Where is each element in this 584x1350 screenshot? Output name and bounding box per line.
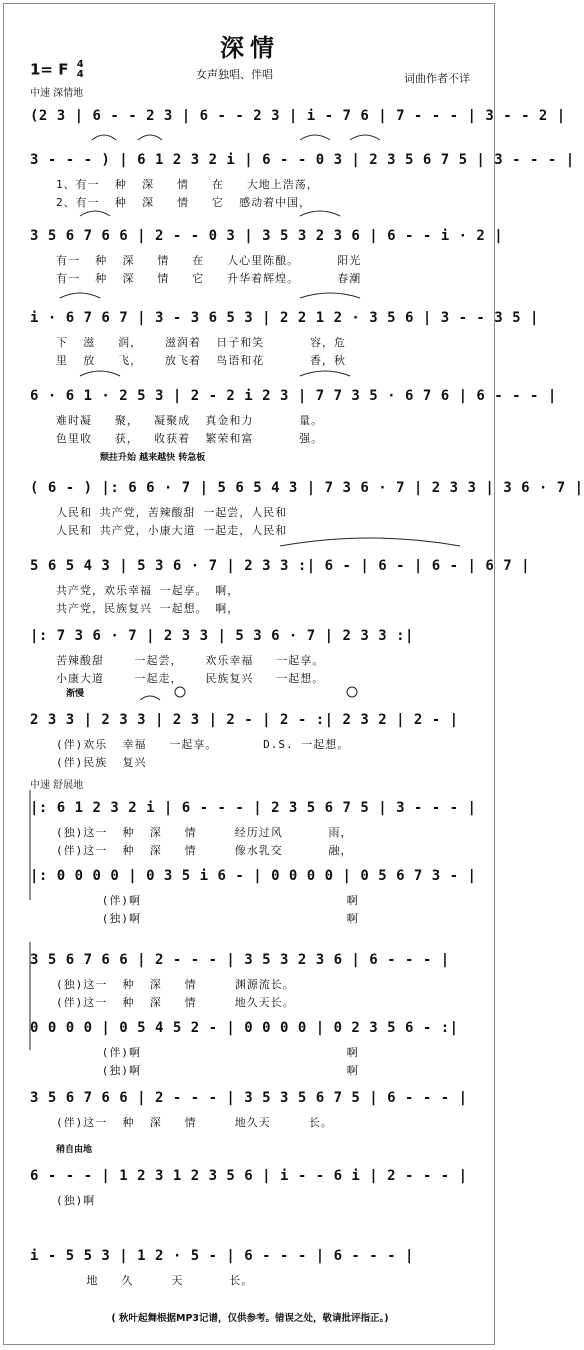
lyric-line: 共产党，民族复兴 一起想。 啊， (56, 602, 240, 615)
lyric-line: 1、有一 种 深 情 在 大地上浩荡， (56, 178, 319, 191)
lyric-line: (独)这一 种 深 情 渊源流长。 (56, 978, 295, 991)
time-denominator: 4 (76, 69, 84, 80)
lyric-line: (伴)啊 啊 (56, 1046, 359, 1059)
footer-note: ( 秋叶起舞根据MP3记谱，仅供参考。错误之处，敬请批评指正。) (111, 1313, 389, 1324)
notation-line: i - 5 5 3 | 1 2 · 5 - | 6 - - - | 6 - - - | (30, 1248, 414, 1264)
tempo-change-mark: 颓拄升始 越来越快 转急板 (100, 453, 206, 463)
notation-line: 3 5 6 7 6 6 | 2 - - - | 3 5 3 5 6 7 5 | 6 - - - | (30, 1090, 468, 1106)
notation-line: ( 6 - ) |: 6 6 · 7 | 5 6 5 4 3 | 7 3 6 · 7 | 2 3 3 | 3 6 · 7 | (30, 480, 584, 496)
lyric-line: 有一 种 深 情 在 人心里陈酿。 阳光 (56, 254, 362, 267)
notation-line: |: 7 3 6 · 7 | 2 3 3 | 5 3 6 · 7 | 2 3 3 :| (30, 628, 414, 644)
notation-line: 3 5 6 7 6 6 | 2 - - 0 3 | 3 5 3 2 3 6 | 6 - - i · 2 | (30, 228, 504, 244)
lyric-line: 有一 种 深 情 它 升华着辉煌。 春潮 (56, 272, 362, 285)
subtitle: 女声独唱、伴唱 (196, 68, 273, 81)
lyric-line: 人民和 共产党，苦辣酸甜 一起尝，人民和 (56, 506, 288, 519)
slowing-mark: 渐慢 (66, 689, 85, 699)
notation-line: 2 3 3 | 2 3 3 | 2 3 | 2 - | 2 - :| 2 3 2 | 2 - | (30, 712, 459, 728)
tempo-marking: 中速 深情地 (30, 88, 84, 99)
tempo-marking-2: 中速 舒展地 (30, 780, 84, 791)
notation-line: 3 - - - ) | 6 1 2 3 2 i | 6 - - 0 3 | 2 3 5 6 7 5 | 3 - - - | (30, 152, 575, 168)
lyric-line: 小康大道 一起走， 民族复兴 一起想。 (56, 672, 325, 685)
lyric-line: (伴)这一 种 深 情 地久天 长。 (56, 1116, 333, 1129)
notation-line: 6 - - - | 1 2 3 1 2 3 5 6 | i - - 6 i | 2 - - - | (30, 1168, 468, 1184)
lyric-line: 地 久 天 长。 (56, 1274, 254, 1287)
lyric-line: (独)啊 啊 (56, 912, 359, 925)
lyric-line: (独)啊 (56, 1194, 96, 1207)
lyric-line: (独)啊 啊 (56, 1064, 359, 1077)
key-text: 1= F (30, 60, 69, 79)
lyric-line: (伴)啊 啊 (56, 894, 359, 907)
notation-line: |: 6 1 2 3 2 i | 6 - - - | 2 3 5 6 7 5 | 3 - - - | (30, 800, 477, 816)
lyric-line: 下 滋 润， 滋润着 日子和笑 容，危 (56, 336, 346, 349)
lyric-line: 苦辣酸甜 一起尝， 欢乐幸福 一起享。 (56, 654, 325, 667)
time-signature (77, 60, 84, 80)
lyric-line: 里 放 飞， 放飞着 鸟语和花 香，秋 (56, 354, 346, 367)
lyric-line: 人民和 共产党，小康大道 一起走，人民和 (56, 524, 288, 537)
notation-line: 5 6 5 4 3 | 5 3 6 · 7 | 2 3 3 :| 6 - | 6 - | 6 - | 6 7 | (30, 558, 531, 574)
notation-line: |: 0 0 0 0 | 0 3 5 i 6 - | 0 0 0 0 | 0 5 6 7 3 - | (30, 868, 477, 884)
lyric-line: 难时凝 聚， 凝聚成 真金和力 量。 (56, 414, 324, 427)
notation-line: 6 · 6 1 · 2 5 3 | 2 - 2 i 2 3 | 7 7 3 5 · 6 7 6 | 6 - - - | (30, 388, 557, 404)
notation-line: 3 5 6 7 6 6 | 2 - - - | 3 5 3 2 3 6 | 6 - - - | (30, 952, 450, 968)
song-title: 深情 (220, 33, 280, 62)
lyric-line: (伴)民族 复兴 (56, 756, 147, 769)
credits: 词曲作者不详 (404, 72, 470, 85)
time-numerator: 4 (76, 59, 84, 70)
notation-line: (2 3 | 6 - - 2 3 | 6 - - 2 3 | i - 7 6 | 7 - - - | 3 - - 2 | (30, 108, 566, 124)
lyric-line: (伴)欢乐 幸福 一起享。 D.S. 一起想。 (56, 738, 350, 751)
lyric-line: 共产党，欢乐幸福 一起享。 啊， (56, 584, 240, 597)
lyric-line: (伴)这一 种 深 情 地久天长。 (56, 996, 295, 1009)
lyric-line: (独)这一 种 深 情 经历过风 雨， (56, 826, 353, 839)
key-signature (30, 60, 84, 80)
lyric-line: 色里收 获， 收获着 繁荣和富 强。 (56, 432, 324, 445)
notation-line: i · 6 7 6 7 | 3 - 3 6 5 3 | 2 2 1 2 · 3 5 6 | 3 - - 3 5 | (30, 310, 539, 326)
free-tempo-mark: 稍自由地 (56, 1145, 93, 1155)
lyric-line: 2、有一 种 深 情 它 感动着中国， (56, 196, 312, 209)
notation-line: 0 0 0 0 | 0 5 4 5 2 - | 0 0 0 0 | 0 2 3 5 6 - :| (30, 1020, 459, 1036)
lyric-line: (伴)这一 种 深 情 像水乳交 融， (56, 844, 353, 857)
